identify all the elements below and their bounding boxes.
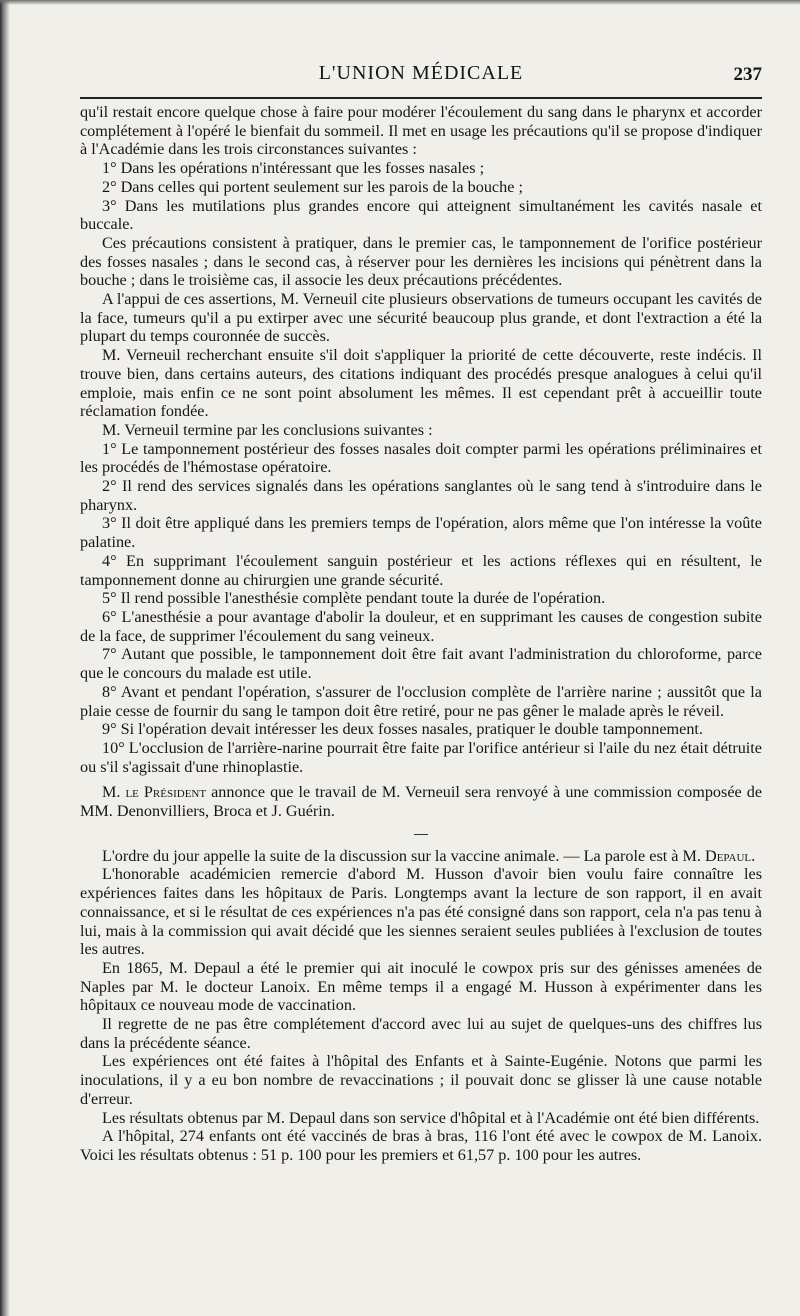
list-item: 3° Dans les mutilations plus grandes encore qui atteignent simultanément les cavités nasale et buccale. <box>80 196 762 234</box>
list-item: 3° Il doit être appliqué dans les premiers temps de l'opération, alors même que l'on intéresse la voûte palatine. <box>80 514 762 552</box>
paragraph: En 1865, M. Depaul a été le premier qui ait inoculé le cowpox pris sur des génisses amenées de Naples par M. le docteur Lanoix. En même temps il a engagé M. Husson à expérimenter dans les hôpitaux ce nouveau mode de vaccination. <box>80 958 762 1015</box>
list-item: 7° Autant que possible, le tamponnement doit être fait avant l'administration du chloroforme, parce que le concours du malade est utile. <box>80 645 762 683</box>
speaker-name: M. le Président <box>102 783 207 802</box>
paragraph-text: L'ordre du jour appelle la suite de la discussion sur la vaccine animale. — La parole est à <box>102 846 683 865</box>
running-header <box>80 60 762 92</box>
paragraph: A l'hôpital, 274 enfants ont été vaccinés de bras à bras, 116 l'ont été avec le cowpox de M. Lanoix. Voici les résultats obtenus : 51 p. 100 pour les premiers et 61,57 p. 100 pour les autres. <box>80 1127 762 1164</box>
scan-top-shadow <box>0 0 800 5</box>
president-paragraph <box>80 783 762 820</box>
list-item: 10° L'occlusion de l'arrière-narine pourrait être faite par l'orifice antérieur si l'aile du nez était détruite ou s'il s'agissait d'une rhinoplastie. <box>80 738 762 776</box>
list-item: 2° Dans celles qui portent seulement sur les parois de la bouche ; <box>102 177 523 196</box>
paragraph: Il regrette de ne pas être complétement d'accord avec lui au sujet de quelques-uns des chiffres lus dans la précédente séance. <box>80 1015 762 1052</box>
list-item: 2° Il rend des services signalés dans les opérations sanglantes où le sang tend à s'introduire dans le pharynx. <box>80 477 762 514</box>
paragraph: Ces précautions consistent à pratiquer, dans le premier cas, le tamponnement de l'orifice postérieur des fosses nasales ; dans le second cas, à réserver pour les dernières les incisions qui pénètrent dans la bouche ; dans le troisième cas, il associe les deux précautions précédentes. <box>80 233 762 290</box>
paragraph: Les résultats obtenus par M. Depaul dans son service d'hôpital et à l'Académie ont été bien différents. <box>102 1108 760 1127</box>
header-rule <box>80 97 762 99</box>
list-item: 8° Avant et pendant l'opération, s'assurer de l'occlusion complète de l'arrière narine ; aussitôt que la plaie cesse de fournir du sang le tampon doit être retiré, pour ne pas gêner le malade après le réveil. <box>80 682 762 720</box>
paragraph: M. Verneuil termine par les conclusions suivantes : <box>102 420 433 439</box>
paragraph: Les expériences ont été faites à l'hôpital des Enfants et à Sainte-Eugénie. Notons que parmi les inoculations, il y a eu bon nombre de revaccinations ; il pouvait donc se glisser là une cause notable d'erreur. <box>80 1052 762 1108</box>
section-separator <box>414 834 428 835</box>
list-item: 1° Le tamponnement postérieur des fosses nasales doit compter parmi les opérations préliminaires et les procédés de l'hémostase opératoire. <box>80 439 762 477</box>
paragraph: M. Verneuil recherchant ensuite s'il doit s'appliquer la priorité de cette découverte, reste indécis. Il trouve bien, dans certains auteurs, des citations indiquant des procédés presque analogues à celui qu'il emploie, mais enfin ce ne sont point absolument les mêmes. Il est cependant prêt à accueillir toute réclamation fondée. <box>80 346 762 421</box>
paragraph: A l'appui de ces assertions, M. Verneuil cite plusieurs observations de tumeurs occupant les cavités de la face, tumeurs qu'il a pu extirper avec une sécurité beaucoup plus grande, et dont l'extraction a été la plupart du temps couronnée de succès. <box>80 290 762 346</box>
scan-edge-shadow <box>0 0 10 1316</box>
list-item: 5° Il rend possible l'anesthésie complète pendant toute la durée de l'opération. <box>102 589 606 608</box>
paragraph-text: annonce que le travail de M. Verneuil sera renvoyé à une commission composée de MM. Denonvilliers, Broca et J. Guérin. <box>80 783 762 821</box>
order-paragraph <box>80 847 762 866</box>
article-body <box>80 103 762 1165</box>
paragraph: qu'il restait encore quelque chose à faire pour modérer l'écoulement du sang dans le pharynx et accorder complétement à l'opéré le bienfait du sommeil. Il met en usage les précautions qu'il se propose d'indiquer à l'Académie dans les trois circonstances suivantes : <box>80 103 762 159</box>
list-item: 1° Dans les opérations n'intéressant que les fosses nasales ; <box>102 159 485 178</box>
list-item: 9° Si l'opération devait intéresser les deux fosses nasales, pratiquer le double tamponnement. <box>102 720 703 739</box>
page-number: 237 <box>733 64 762 85</box>
speaker-name: M. Depaul. <box>682 846 756 865</box>
journal-title: L'UNION MÉDICALE <box>318 62 524 84</box>
paragraph: L'honorable académicien remercie d'abord M. Husson d'avoir bien voulu faire connaître les expériences faites dans les hôpitaux de Paris. Longtemps avant la lecture de son rapport, il en avait connaissance, et si le résultat de ces expériences n'a pas été consigné dans son rapport, cela n'a pas tenu à lui, mais à la commission qui avait décidé que les siennes seraient seules publiées à l'exclusion de toutes les autres. <box>80 865 762 959</box>
list-item: 6° L'anesthésie a pour avantage d'abolir la douleur, et en supprimant les causes de congestion subite de la face, de supprimer l'écoulement du sang veineux. <box>80 607 762 645</box>
list-item: 4° En supprimant l'écoulement sanguin postérieur et les actions réflexes qui en résultent, le tamponnement donne au chirurgien une grande sécurité. <box>80 551 762 589</box>
